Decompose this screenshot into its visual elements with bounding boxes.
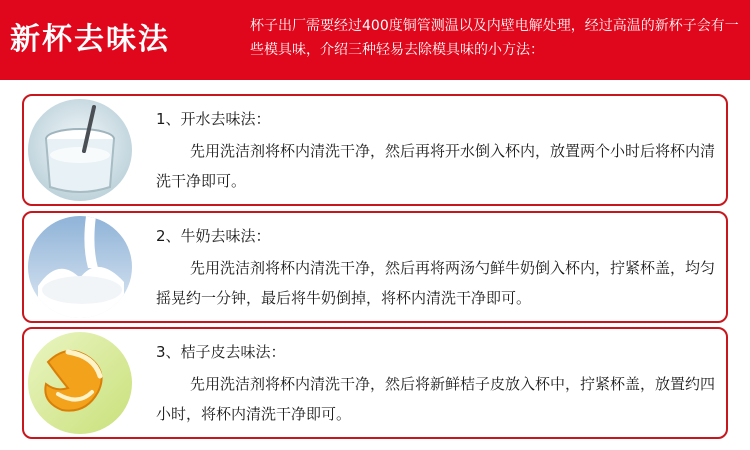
method-description: 先用洗洁剂将杯内清洗干净，然后再将两汤勺鲜牛奶倒入杯内，拧紧杯盖，均匀摇晃约一分钟，最后将牛奶倒掉，将杯内清洗干净即可。 [156, 259, 716, 307]
glass-cup-icon [28, 99, 132, 201]
page-title: 新杯去味法 [10, 22, 170, 57]
method-card-boiling-water [22, 94, 728, 206]
header-banner [0, 0, 750, 80]
method-title: 3、桔子皮去味法： [156, 343, 286, 361]
orange-peel-icon [28, 332, 132, 434]
method-card-milk [22, 211, 728, 323]
method-card-orange-peel [22, 327, 728, 439]
method-description: 先用洗洁剂将杯内清洗干净，然后再将开水倒入杯内，放置两个小时后将杯内清洗干净即可。 [156, 142, 716, 190]
method-title: 2、牛奶去味法： [156, 227, 271, 245]
header-description: 杯子出厂需要经过400度铜管测温以及内壁电解处理，经过高温的新杯子会有一些模具味，介绍三种轻易去除模具味的小方法： [250, 18, 739, 58]
milk-splash-icon [28, 216, 132, 318]
method-description: 先用洗洁剂将杯内清洗干净，然后将新鲜桔子皮放入杯中，拧紧杯盖，放置约四小时，将杯内清洗干净即可。 [156, 375, 716, 423]
method-title: 1、开水去味法： [156, 110, 271, 128]
